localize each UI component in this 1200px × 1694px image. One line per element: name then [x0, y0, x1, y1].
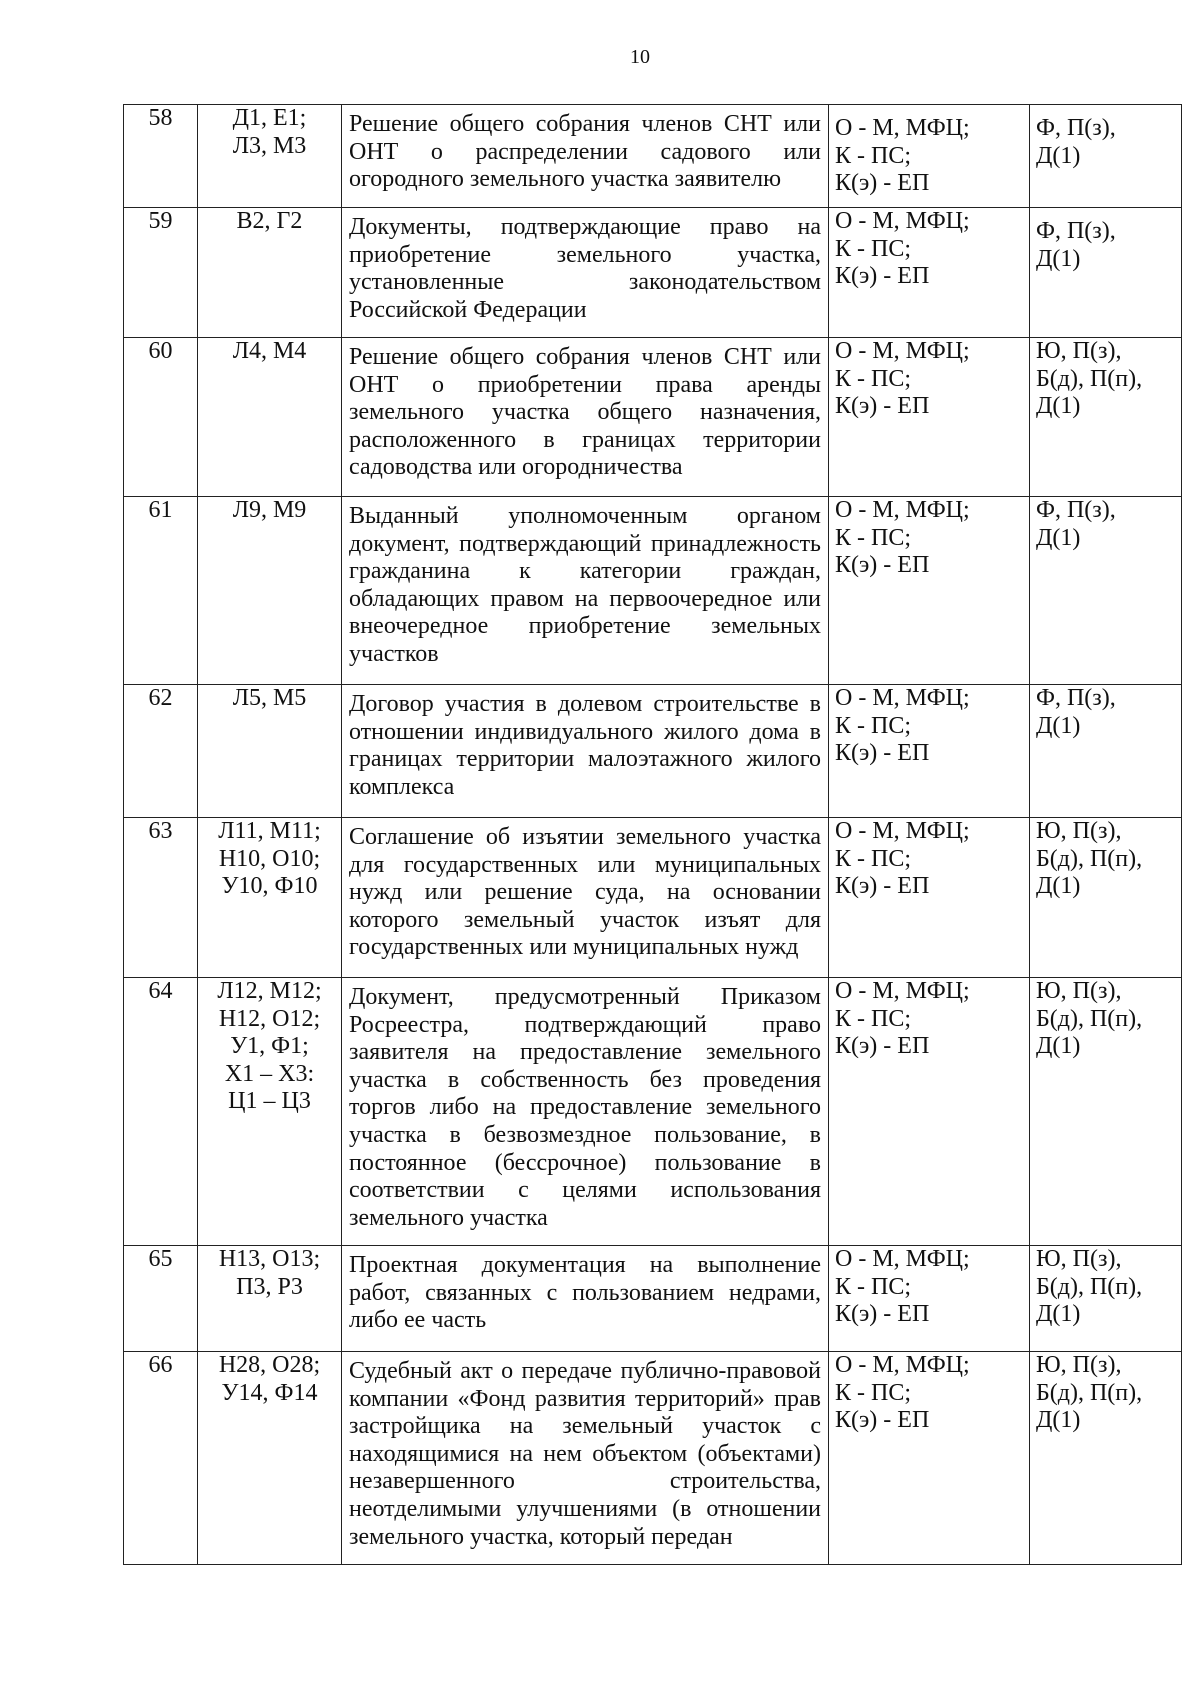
row-codes: В2, Г2 [198, 208, 342, 338]
row-number: 61 [124, 497, 198, 685]
row-document: Судебный акт о передаче публично-правовой компании «Фонд развития территорий» прав застройщика на земельный участок с находящимися на нем объектом (объектами) незавершенного строительства, неотделимыми улучшениями (в отношении земельного участка, который передан [342, 1352, 829, 1565]
row-codes: Л9, М9 [198, 497, 342, 685]
row-applicant-categories: Ю, П(з), Б(д), П(п), Д(1) [1030, 978, 1182, 1246]
row-document: Решение общего собрания членов СНТ или ОНТ о приобретении права аренды земельного участка общего назначения, расположенного в границах территории садоводства или огородничества [342, 338, 829, 497]
row-number: 65 [124, 1246, 198, 1352]
row-codes: Н28, О28; У14, Ф14 [198, 1352, 342, 1565]
row-document: Договор участия в долевом строительстве в отношении индивидуального жилого дома в границах территории малоэтажного жилого комплекса [342, 685, 829, 818]
row-submission-ways: О - М, МФЦ; К - ПС; К(э) - ЕП [829, 818, 1030, 978]
row-applicant-categories: Ф, П(з), Д(1) [1030, 497, 1182, 685]
row-applicant-categories: Ю, П(з), Б(д), П(п), Д(1) [1030, 1352, 1182, 1565]
row-number: 66 [124, 1352, 198, 1565]
table-row [124, 1352, 1182, 1565]
row-document: Документы, подтверждающие право на приобретение земельного участка, установленные законодательством Российской Федерации [342, 208, 829, 338]
row-submission-ways: О - М, МФЦ; К - ПС; К(э) - ЕП [829, 1246, 1030, 1352]
table-row [124, 208, 1182, 338]
row-submission-ways: О - М, МФЦ; К - ПС; К(э) - ЕП [829, 978, 1030, 1246]
row-document: Документ, предусмотренный Приказом Росреестра, подтверждающий право заявителя на предоставление земельного участка в собственность без проведения торгов либо на предоставление земельного участка в безвозмездное пользование, в постоянное (бессрочное) пользование в соответствии с целями использования земельного участка [342, 978, 829, 1246]
row-number: 59 [124, 208, 198, 338]
page-number: 10 [630, 46, 650, 68]
row-submission-ways: О - М, МФЦ; К - ПС; К(э) - ЕП [829, 338, 1030, 497]
table-row [124, 685, 1182, 818]
row-applicant-categories: Ф, П(з), Д(1) [1030, 208, 1182, 338]
row-number: 58 [124, 105, 198, 208]
table-row [124, 818, 1182, 978]
row-submission-ways: О - М, МФЦ; К - ПС; К(э) - ЕП [829, 105, 1030, 208]
row-codes: Н13, О13; П3, Р3 [198, 1246, 342, 1352]
row-document: Соглашение об изъятии земельного участка для государственных или муниципальных нужд или решение суда, на основании которого земельный участок изъят для государственных или муниципальных нужд [342, 818, 829, 978]
row-applicant-categories: Ф, П(з), Д(1) [1030, 105, 1182, 208]
row-applicant-categories: Ю, П(з), Б(д), П(п), Д(1) [1030, 1246, 1182, 1352]
row-document: Решение общего собрания членов СНТ или ОНТ о распределении садового или огородного земельного участка заявителю [342, 105, 829, 208]
row-submission-ways: О - М, МФЦ; К - ПС; К(э) - ЕП [829, 685, 1030, 818]
table-row [124, 497, 1182, 685]
row-codes: Д1, Е1; Л3, М3 [198, 105, 342, 208]
row-applicant-categories: Ю, П(з), Б(д), П(п), Д(1) [1030, 338, 1182, 497]
table-row [124, 105, 1182, 208]
row-submission-ways: О - М, МФЦ; К - ПС; К(э) - ЕП [829, 1352, 1030, 1565]
row-applicant-categories: Ф, П(з), Д(1) [1030, 685, 1182, 818]
row-document: Выданный уполномоченным органом документ, подтверждающий принадлежность гражданина к категории граждан, обладающих правом на первоочередное или внеочередное приобретение земельных участков [342, 497, 829, 685]
table-row [124, 338, 1182, 497]
row-number: 63 [124, 818, 198, 978]
row-document: Проектная документация на выполнение работ, связанных с пользованием недрами, либо ее часть [342, 1246, 829, 1352]
row-submission-ways: О - М, МФЦ; К - ПС; К(э) - ЕП [829, 208, 1030, 338]
row-number: 62 [124, 685, 198, 818]
row-codes: Л12, М12; Н12, О12; У1, Ф1; Х1 – Х3: Ц1 – Ц3 [198, 978, 342, 1246]
documents-table [123, 104, 1182, 1565]
row-codes: Л11, М11; Н10, О10; У10, Ф10 [198, 818, 342, 978]
row-applicant-categories: Ю, П(з), Б(д), П(п), Д(1) [1030, 818, 1182, 978]
row-number: 64 [124, 978, 198, 1246]
row-codes: Л5, М5 [198, 685, 342, 818]
row-submission-ways: О - М, МФЦ; К - ПС; К(э) - ЕП [829, 497, 1030, 685]
row-number: 60 [124, 338, 198, 497]
table-row [124, 978, 1182, 1246]
table-row [124, 1246, 1182, 1352]
row-codes: Л4, М4 [198, 338, 342, 497]
